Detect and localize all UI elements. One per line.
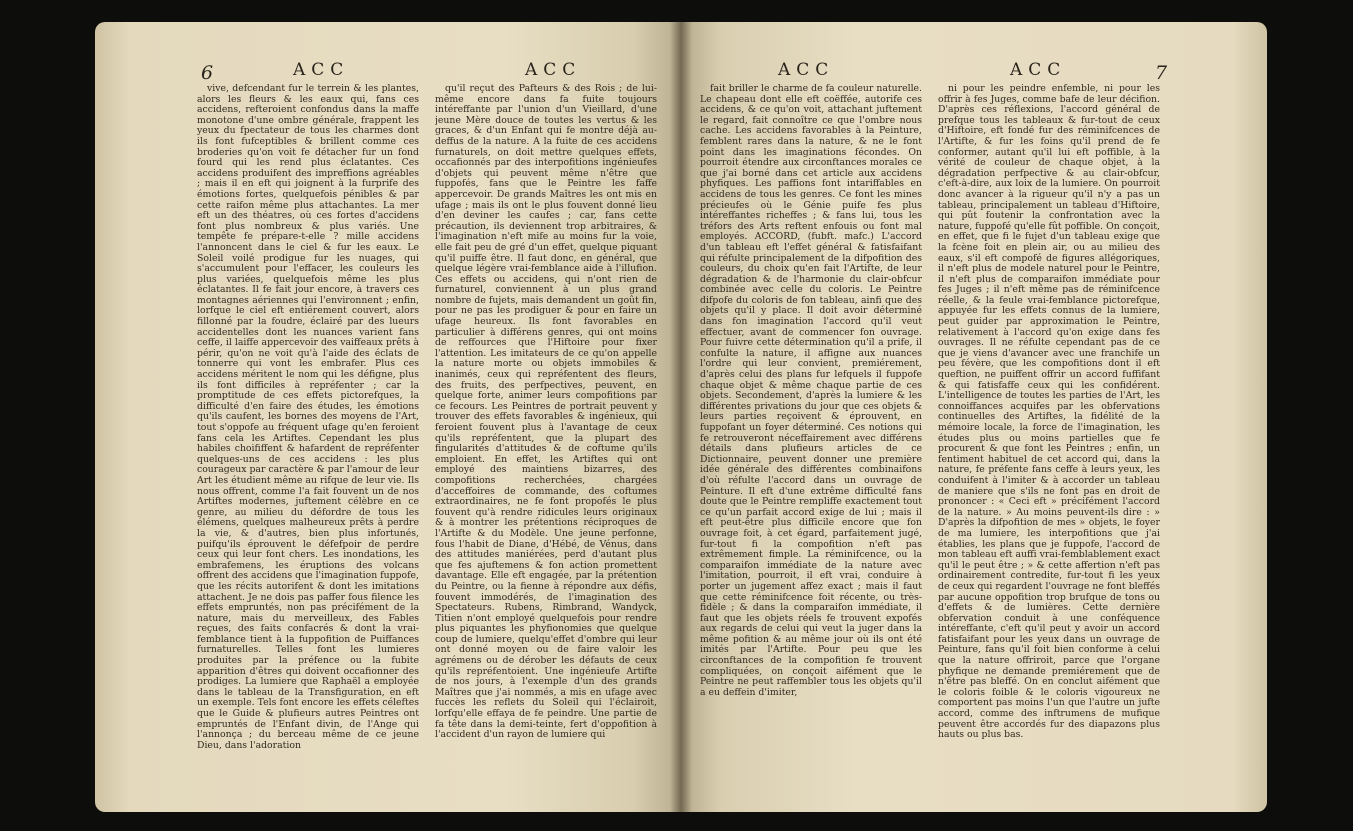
right-column-1 — [700, 84, 922, 784]
left-column-2-text: qu'il reçut des Pafteurs & des Rois ; de lui-même encore dans fa fuite toujours intéreffante par l'union d'un Vieillard, d'une jeune Mère douce de toutes les vertus & les graces, & d'un Enfant qui fe montre déjà au-deffus de la nature. A la fuite de ces accidens furnaturels, on doit mettre quelques effets, occafionnés par des interpofitions ingénieufes d'objets qui peuvent même n'être que fuppofés, fans que le Peintre les faffe appercevoir. De grands Maîtres les ont mis en ufage ; mais ils ont le plus fouvent donné lieu d'en deviner les caufes ; car, fans cette précaution, ils deviennent trop arbitraires, & l'imagination n'eft mife au moins fur la voie, elle fait peu de gré d'un effet, quelque piquant qu'il puiffe être. Il faut donc, en général, que quelque légère vrai-femblance aide à l'illufion. Ces effets ou accidens, qui n'ont rien de furnaturel, conviennent à un plus grand nombre de fujets, mais demandent un goût fin, pour ne pas les prodiguer & pour en faire un ufage heureux. Ils font favorables en particulier à différens genres, qui ont moins de reffources que l'Hiftoire pour fixer l'attention. Les imitateurs de ce qu'on appelle la nature morte ou objets immobiles & inanimés, ceux qui repréfentent des fleurs, des fruits, des perfpectives, peuvent, en quelque forte, animer leurs compofitions par ce fecours. Les Peintres de portrait peuvent y trouver des effets favorables & ingénieux, qui feroient fouvent plus à l'avantage de ceux qu'ils repréfentent, que la plupart des fingularités d'attitudes & de coftume qu'ils emploient. En effet, les Artiftes qui ont employé des maintiens bizarres, des compofitions recherchées, chargées d'acceffoires de commande, des coftumes extraordinaires, ne fe font propofés le plus fouvent qu'à rendre ridicules leurs originaux & à montrer les prétentions réciproques de l'Artifte & du Modèle. Une jeune perfonne, fous l'habit de Diane, d'Hébé, de Vénus, dans des attitudes maniérées, perd d'autant plus que fes ajuftemens & fon action promettent davantage. Elle eft engagée, par la prétention du Peintre, ou la fienne à répondre aux défis, fouvent immodérés, de l'imagination des Spectateurs. Rubens, Rimbrand, Wandyck, Titien n'ont employé quelquefois pour rendre plus piquantes les phyfionomies que quelque coup de lumiere, quelqu'effet d'ombre qui leur ont donné moyen ou de faire valoir les agrémens ou de dérober les défauts de ceux qu'ils repréfentoient. Une ingénieufe Artifte de nos jours, à l'exemple d'un des grands Maîtres que j'ai nommés, a mis en ufage avec fuccès les reflets du Soleil qui l'éclairoit, lorfqu'elle effaya de fe peindre. Une partie de fa tête dans la demi-teinte, fert d'oppofition à l'accident d'un rayon de lumiere qui — [435, 84, 657, 741]
right-page — [680, 22, 1267, 812]
left-page-number: 6 — [201, 62, 214, 84]
left-column-1-text: vive, defcendant fur le terrein & les plantes, alors les fleurs & les eaux qui, fans ces accidens, refteroient confondus dans la maffe monotone d'une ombre générale, frappent les yeux du fpectateur de tous les charmes dont ils font fufceptibles & brillent comme ces broderies qu'on voit fe détacher fur un fond fourd qui les rend plus éclatantes. Ces accidens produifent des impreffions agréables ; mais il en eft qui joignent à la furprife des émotions fortes, quelquefois pénibles & par cette raifon même plus attachantes. La mer eft un des théatres, où ces fortes d'accidens font plus nombreux & plus variés. Une tempête fe prépare-t-elle ? mille accidens l'annoncent dans le ciel & fur les eaux. Le Soleil voilé prodigue fur les nuages, qui s'accumulent pour l'effacer, les couleurs les plus variées, quelquefois même les plus éclatantes. Il fe fait jour encore, à travers ces montagnes aériennes qui l'environnent ; enfin, lorfque le ciel eft entiérement couvert, alors fillonné par la foudre, éclairé par des lueurs accidentelles dont les nuances varient fans ceffe, il laiffe appercevoir des vaiffeaux prêts à périr, qu'on ne voit qu'à l'aide des éclats de tonnerre qui vont les embrafer. Plus ces accidens méritent le nom qui les défigne, plus ils font difficiles à repréfenter ; car la promptitude de ces effets pictorefques, la difficulté d'en faire des études, les émotions qu'ils caufent, les bornes des moyens de l'Art, tout s'oppofe au fréquent ufage qu'en feroient fans cela les Artiftes. Cependant les plus habiles choififfent & hafardent de repréfenter quelques-uns de ces accidens : les plus courageux par caractère & par l'amour de leur Art les étudient même au rifque de leur vie. Ils nous offrent, comme l'a fait fouvent un de nos Artiftes modernes, juftement célèbre en ce genre, au milieu du défordre de tous les élémens, quelques malheureux prêts à perdre la vie, & d'autres, bien plus infortunés, puifqu'ils éprouvent le défefpoir de perdre ceux qui leur font chers. Les inondations, les embrafemens, les éruptions des volcans offrent des accidens que l'imagination fuppofe, que les récits autorifent & dont les imitations attachent. Je ne dois pas paffer fous filence les effets empruntés, non pas précifément de la nature, mais du merveilleux, des Fables reçues, des faits confacrés & dont la vrai-femblance tient à la fuppofition de Puiffances furnaturelles. Telles font les lumieres produites par la préfence ou la fubite apparition d'êtres qui doivent occafionner des prodiges. La lumiere que Raphaël a employée dans le tableau de la Transfiguration, en eft un exemple. Tels font encore les effets céleftes que le Guide & plufieurs autres Peintres ont empruntés de l'Enfant divin, de l'Ange qui l'annonça ; du berceau même de ce jeune Dieu, dans l'adoration — [197, 84, 419, 751]
book-gutter — [670, 22, 692, 812]
right-running-head-1: ACC — [778, 60, 835, 80]
left-page — [95, 22, 680, 812]
right-column-1-text: fait briller le charme de fa couleur naturelle. Le chapeau dont elle eft coëffée, autorife ces accidens, & ce qu'on voit, attachant juftement le regard, fait connoître ce que l'ombre nous cache. Les accidens favorables à la Peinture, femblent rares dans la nature, & ne le font point dans les imaginations fécondes. On pourroit étendre aux circonftances morales ce que j'ai borné dans cet article aux accidens phyfiques. Les paffions font intariffables en accidens de tous les genres. Ce font les mines précieufes où le Génie puife fes plus intéreffantes richeffes ; & fans lui, tous les tréfors des Arts reftent enfouis ou font mal employés. ACCORD, (fubft. mafc.) L'accord d'un tableau eft l'effet général & fatisfaifant qui réfulte principalement de la difpofition des couleurs, du choix qu'en fait l'Artifte, de leur dégradation & de l'harmonie du clair-obfcur combinée avec celle du coloris. Le Peintre difpofe du coloris de fon tableau, ainfi que des objets qu'il y place. Il doit avoir déterminé dans fon imagination l'accord qu'il veut effectuer, avant de commencer fon ouvrage. Pour fuivre cette détermination qu'il a prife, il confulte la nature, il affigne aux nuances l'ordre qui leur convient, premiérement, d'après celui des plans fur lefquels il fuppofe chaque objet & même chaque partie de ces objets. Secondement, d'après la lumiere & les différentes privations du jour que ces objets & leurs parties reçoivent & éprouvent, en fuppofant un foyer déterminé. Ces notions qui fe retrouveront néceffairement avec différens détails dans plufieurs articles de ce Dictionnaire, peuvent donner une première idée générale des différentes combinaifons d'où réfulte l'accord dans un ouvrage de Peinture. Il eft d'une extrême difficulté fans doute que le Peintre rempliffe exactement tout ce qu'un parfait accord exige de lui ; mais il eft peut-être plus difficile encore que fon ouvrage foit, à cet égard, parfaitement jugé, fur-tout fi la compofition n'eft pas extrêmement fimple. La réminifcence, ou la comparaifon immédiate de la nature avec l'imitation, pourroit, il eft vrai, conduire à porter un jugement affez exact ; mais il faut que cette réminifcence foit récente, ou très-fidèle ; & dans la comparaifon immédiate, il faut que les objets réels fe trouvent expofés aux regards de celui qui veut la juger dans la même pofition & au même jour où ils ont été imités par l'Artifte. Pour peu que les circonftances de la compofition fe trouvent compliquées, on conçoit aifément que le Peintre ne peut raffembler tous les objets qu'il a eu deffein d'imiter, — [700, 84, 922, 698]
left-running-head-2: ACC — [525, 60, 582, 80]
left-column-1 — [197, 84, 419, 784]
left-column-2 — [435, 84, 657, 784]
right-column-2-text: ni pour les peindre enfemble, ni pour les offrir à fes Juges, comme bafe de leur décifion. D'après ces réflexions, l'accord général de prefque tous les tableaux & fur-tout de ceux d'Hiftoire, eft fondé fur des réminifcences de l'Artifte, & fur les foins qu'il prend de fe conformer, autant qu'il lui eft poffible, à la vérité de couleur de chaque objet, à la dégradation perfpective & au clair-obfcur, c'eft-à-dire, aux loix de la lumiere. On pourroit donc avancer à la rigueur qu'il n'y a pas un tableau, principalement un tableau d'Hiftoire, qui pût foutenir la confrontation avec la nature, fuppofé qu'elle fût poffible. On conçoit, en effet, que fi le fujet d'un tableau exige que la fcène foit en plein air, ou au milieu des eaux, s'il eft compofé de figures allégoriques, il n'eft plus de modele naturel pour le Peintre, il n'eft plus de comparaifon immédiate pour fes Juges ; il n'eft même pas de réminifcence réelle, & la feule vrai-femblance pictorefque, appuyée fur les effets connus de la lumiere, peut guider par approximation le Peintre, relativement à l'accord qu'on exige dans fes ouvrages. Il ne réfulte cependant pas de ce que je viens d'avancer avec une franchife un peu févère, que les compofitions dont il eft queftion, ne puiffent offrir un accord fuffifant & qui fatisfaffe ceux qui les confidérent. L'intelligence de toutes les parties de l'Art, les connoiffances acquifes par les obfervations continuelles des Artiftes, la fidélité de la mémoire locale, la force de l'imagination, les études plus ou moins partielles que fe procurent & que font les Peintres ; enfin, un fentiment habituel de cet accord qui, dans la nature, fe préfente fans ceffe à leurs yeux, les conduifent à l'imiter & à accorder un tableau de maniere que s'ils ne font pas en droit de prononcer : « Ceci eft » précifément l'accord de la nature. » Au moins peuvent-ils dire : » D'après la difpofition de mes » objets, le foyer de ma lumiere, les interpofitions que j'ai établies, les plans que je fuppofe, l'accord de mon tableau eft auffi vrai-femblablement exact qu'il le peut être ; » & cette affertion n'eft pas ordinairement contredite, fur-tout fi les yeux de ceux qui regardent l'ouvrage ne font bleffés par aucune oppofition trop brufque de tons ou d'effets & de lumières. Cette dernière obfervation conduit à une conféquence intéreffante, c'eft qu'il peut y avoir un accord fatisfaifant pour les yeux dans un ouvrage de Peinture, fans qu'il foit bien conforme à celui que la nature offriroit, parce que l'organe phyfique ne demande premiérement que de n'être pas bleffé. On en conclut aifément que le coloris foible & le coloris vigoureux ne comportent pas moins l'un que l'autre un jufte accord, comme des inftrumens de mufique peuvent être accordés fur des diapazons plus hauts ou plus bas. — [938, 84, 1160, 741]
open-book — [95, 22, 1267, 812]
right-running-head-2: ACC — [1010, 60, 1067, 80]
left-running-head-1: ACC — [293, 60, 350, 80]
right-column-2 — [938, 84, 1160, 784]
right-page-number: 7 — [1155, 62, 1168, 84]
